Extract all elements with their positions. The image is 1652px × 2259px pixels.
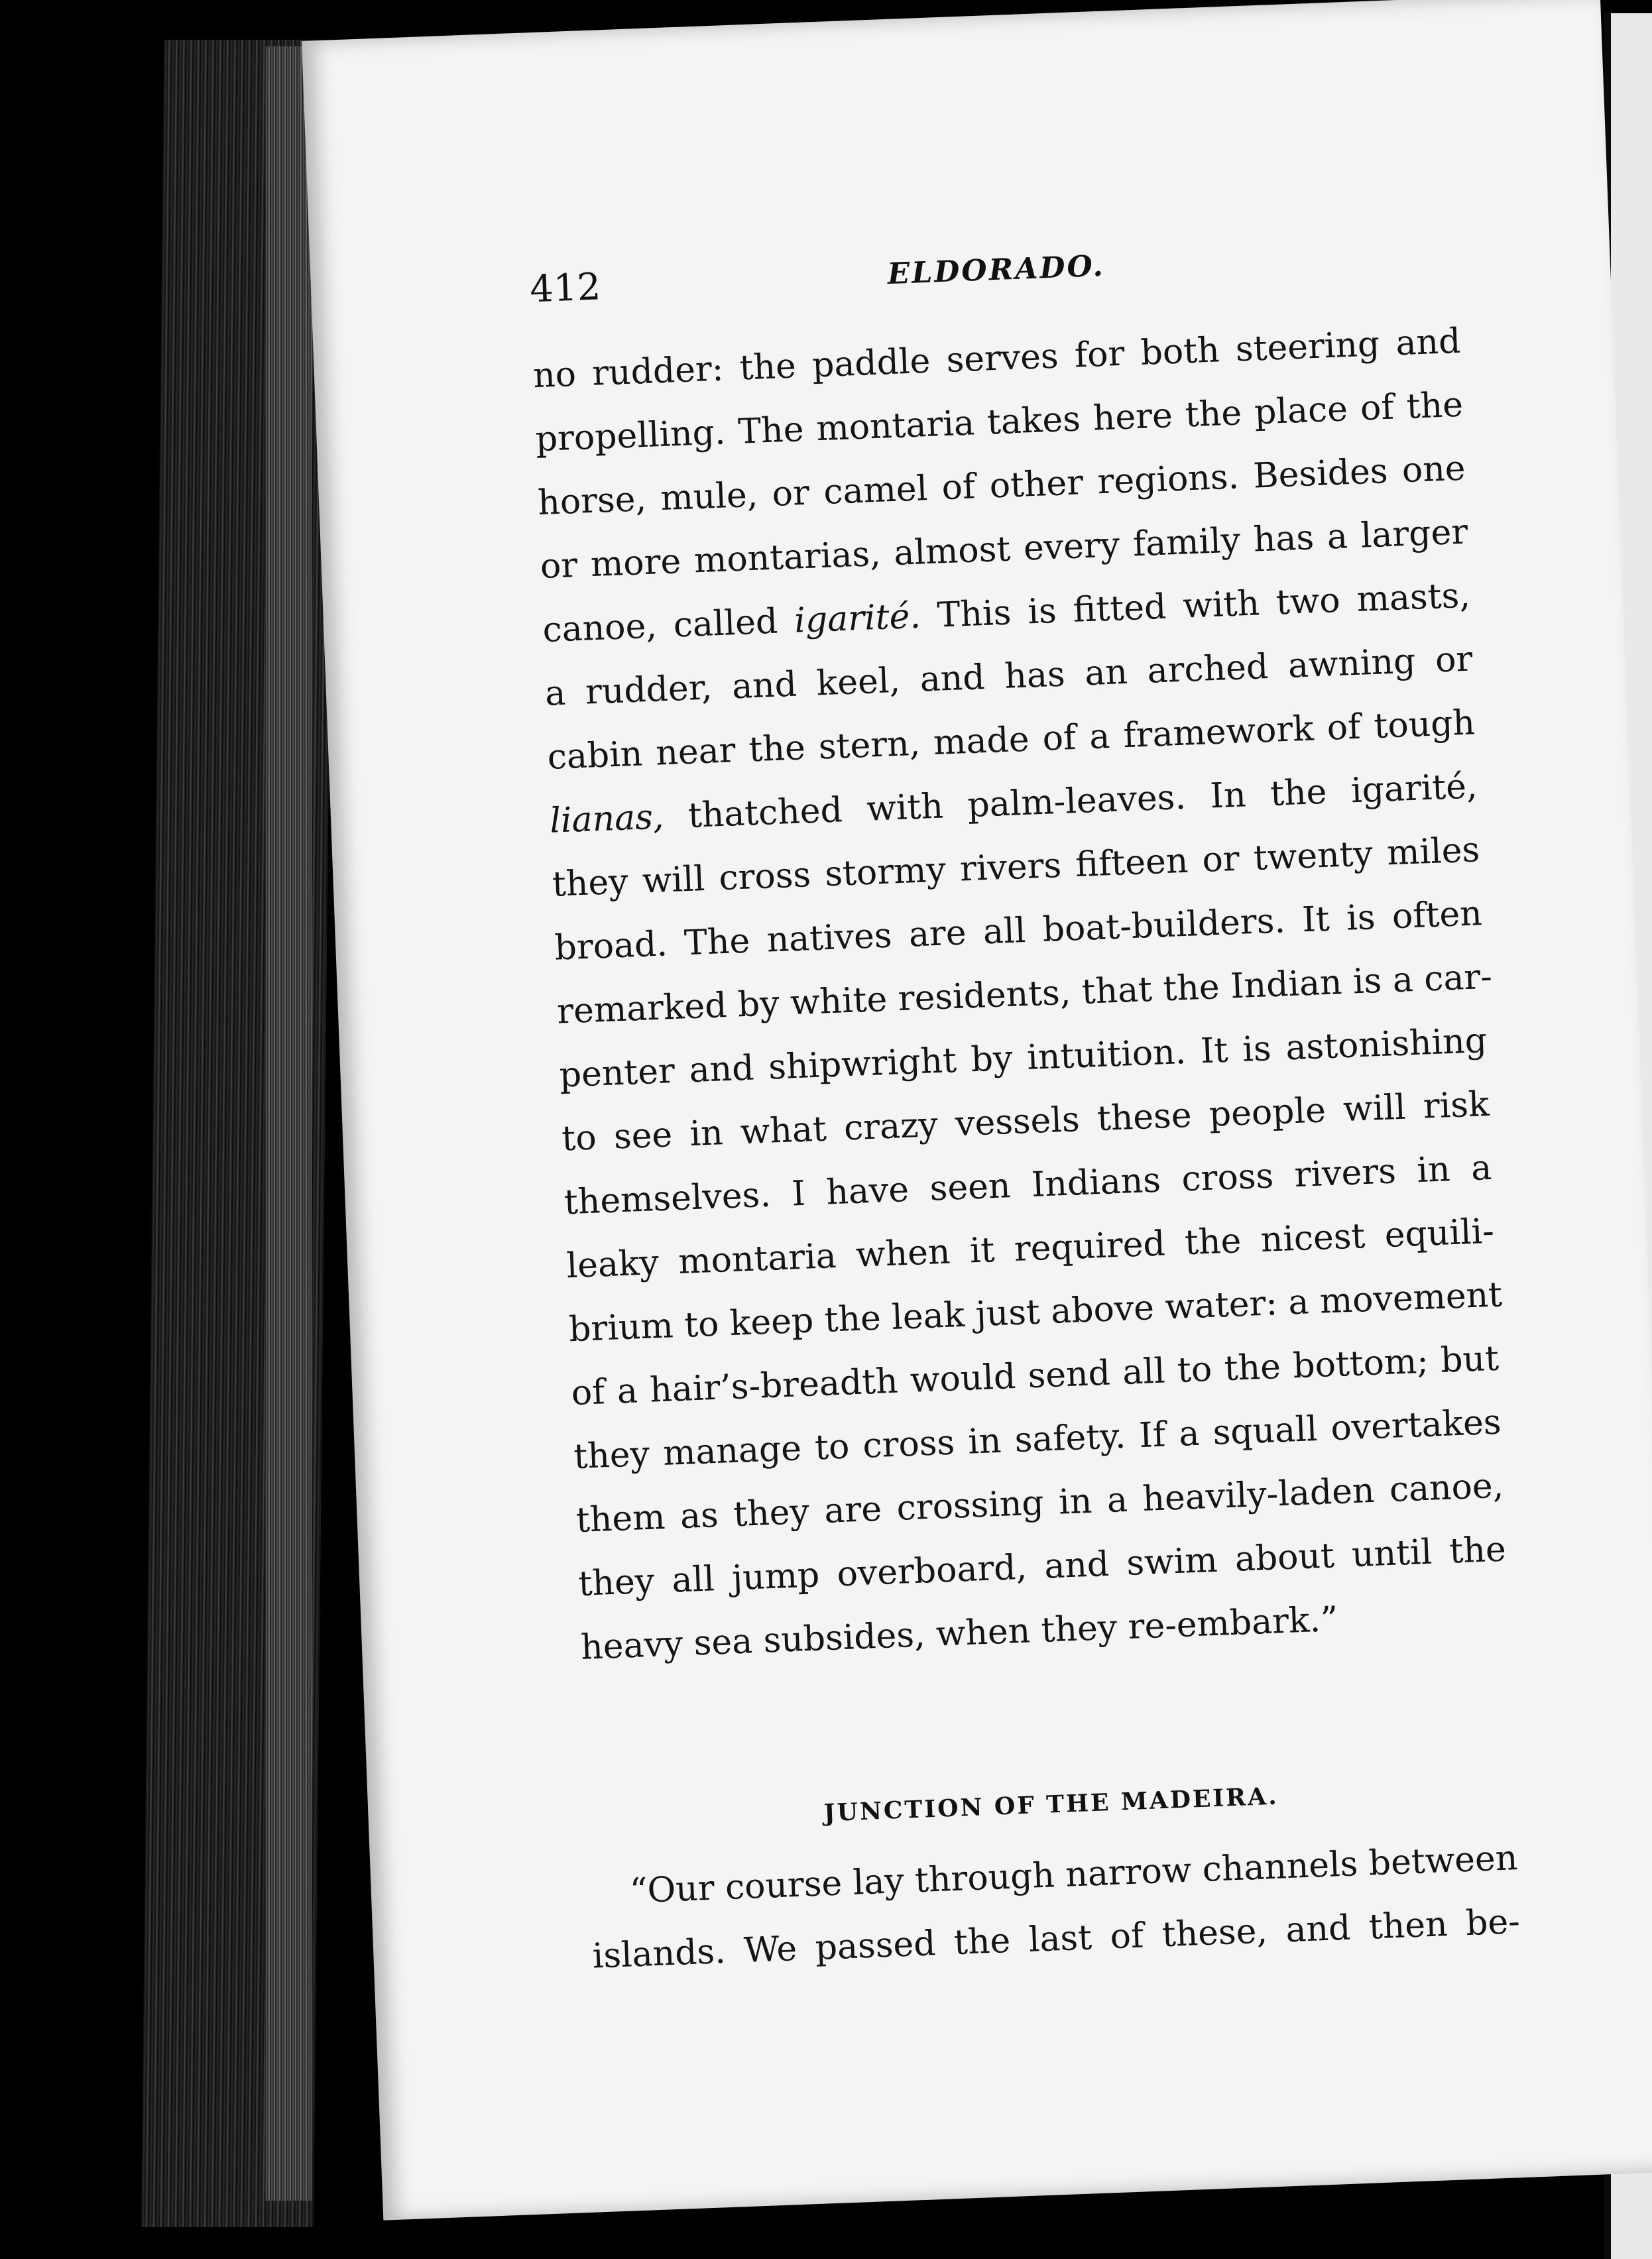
text-line: islands. We passed the last of these, and then be- <box>591 1902 1521 1977</box>
page-number: 412 <box>529 265 602 312</box>
book-page <box>302 0 1652 2221</box>
text-line: they will cross stormy rivers fifteen or twenty miles <box>551 830 1481 905</box>
text-run: canoe, called <box>542 601 779 650</box>
text-line: of a hair’s-breadth would send all to the bottom; but <box>570 1338 1500 1414</box>
text-line: themselves. I have seen Indians cross rivers in a <box>563 1147 1493 1223</box>
text-line: them as they are crossing in a heavily-laden canoe, <box>575 1466 1505 1541</box>
italic-word: igarité. <box>794 596 921 641</box>
paragraph-2 <box>589 1826 1521 1988</box>
text-line: they all jump overboard, and swim about until the <box>577 1529 1507 1604</box>
text-line: to see in what crazy vessels these people will risk <box>561 1084 1490 1159</box>
text-line: propelling. The montaria takes here the place of the <box>534 384 1464 460</box>
text-line: they manage to cross in safety. If a squall overtakes <box>573 1402 1502 1477</box>
text-line: heavy sea subsides, when they re-embark.” <box>580 1599 1339 1668</box>
section-heading: JUNCTION OF THE MADEIRA. <box>823 1782 1279 1827</box>
book-page-edges-inner <box>265 46 312 2201</box>
text-line: or more montarias, almost every family has a larger <box>539 512 1469 587</box>
page-header <box>529 231 1511 314</box>
text-line: remarked by white residents, that the Indian is a car- <box>556 956 1493 1032</box>
text-run: This is fitted with two masts, <box>919 575 1471 636</box>
running-title: ELDORADO. <box>886 249 1106 292</box>
text-line: cabin near the stern, made of a framework of tough <box>546 703 1476 778</box>
text-line: horse, mule, or camel of other regions. Besides one <box>537 448 1466 524</box>
italic-word: lianas, <box>549 797 665 841</box>
paragraph-1 <box>532 310 1509 1680</box>
text-line: “Our course lay through narrow channels between <box>628 1838 1519 1912</box>
text-run: thatched with palm-leaves. In the igarité, <box>663 766 1478 837</box>
text-line: leaky montaria when it required the nicest equili- <box>565 1211 1495 1287</box>
text-line: penter and shipwright by intuition. It is astonishing <box>558 1021 1488 1096</box>
text-line: broad. The natives are all boat-builders. It is often <box>554 894 1483 968</box>
text-line: no rudder: the paddle serves for both steering and <box>532 321 1462 396</box>
text-line: brium to keep the leak just above water: a movement <box>568 1275 1504 1350</box>
text-line: a rudder, and keel, and has an arched awning or <box>544 639 1474 714</box>
